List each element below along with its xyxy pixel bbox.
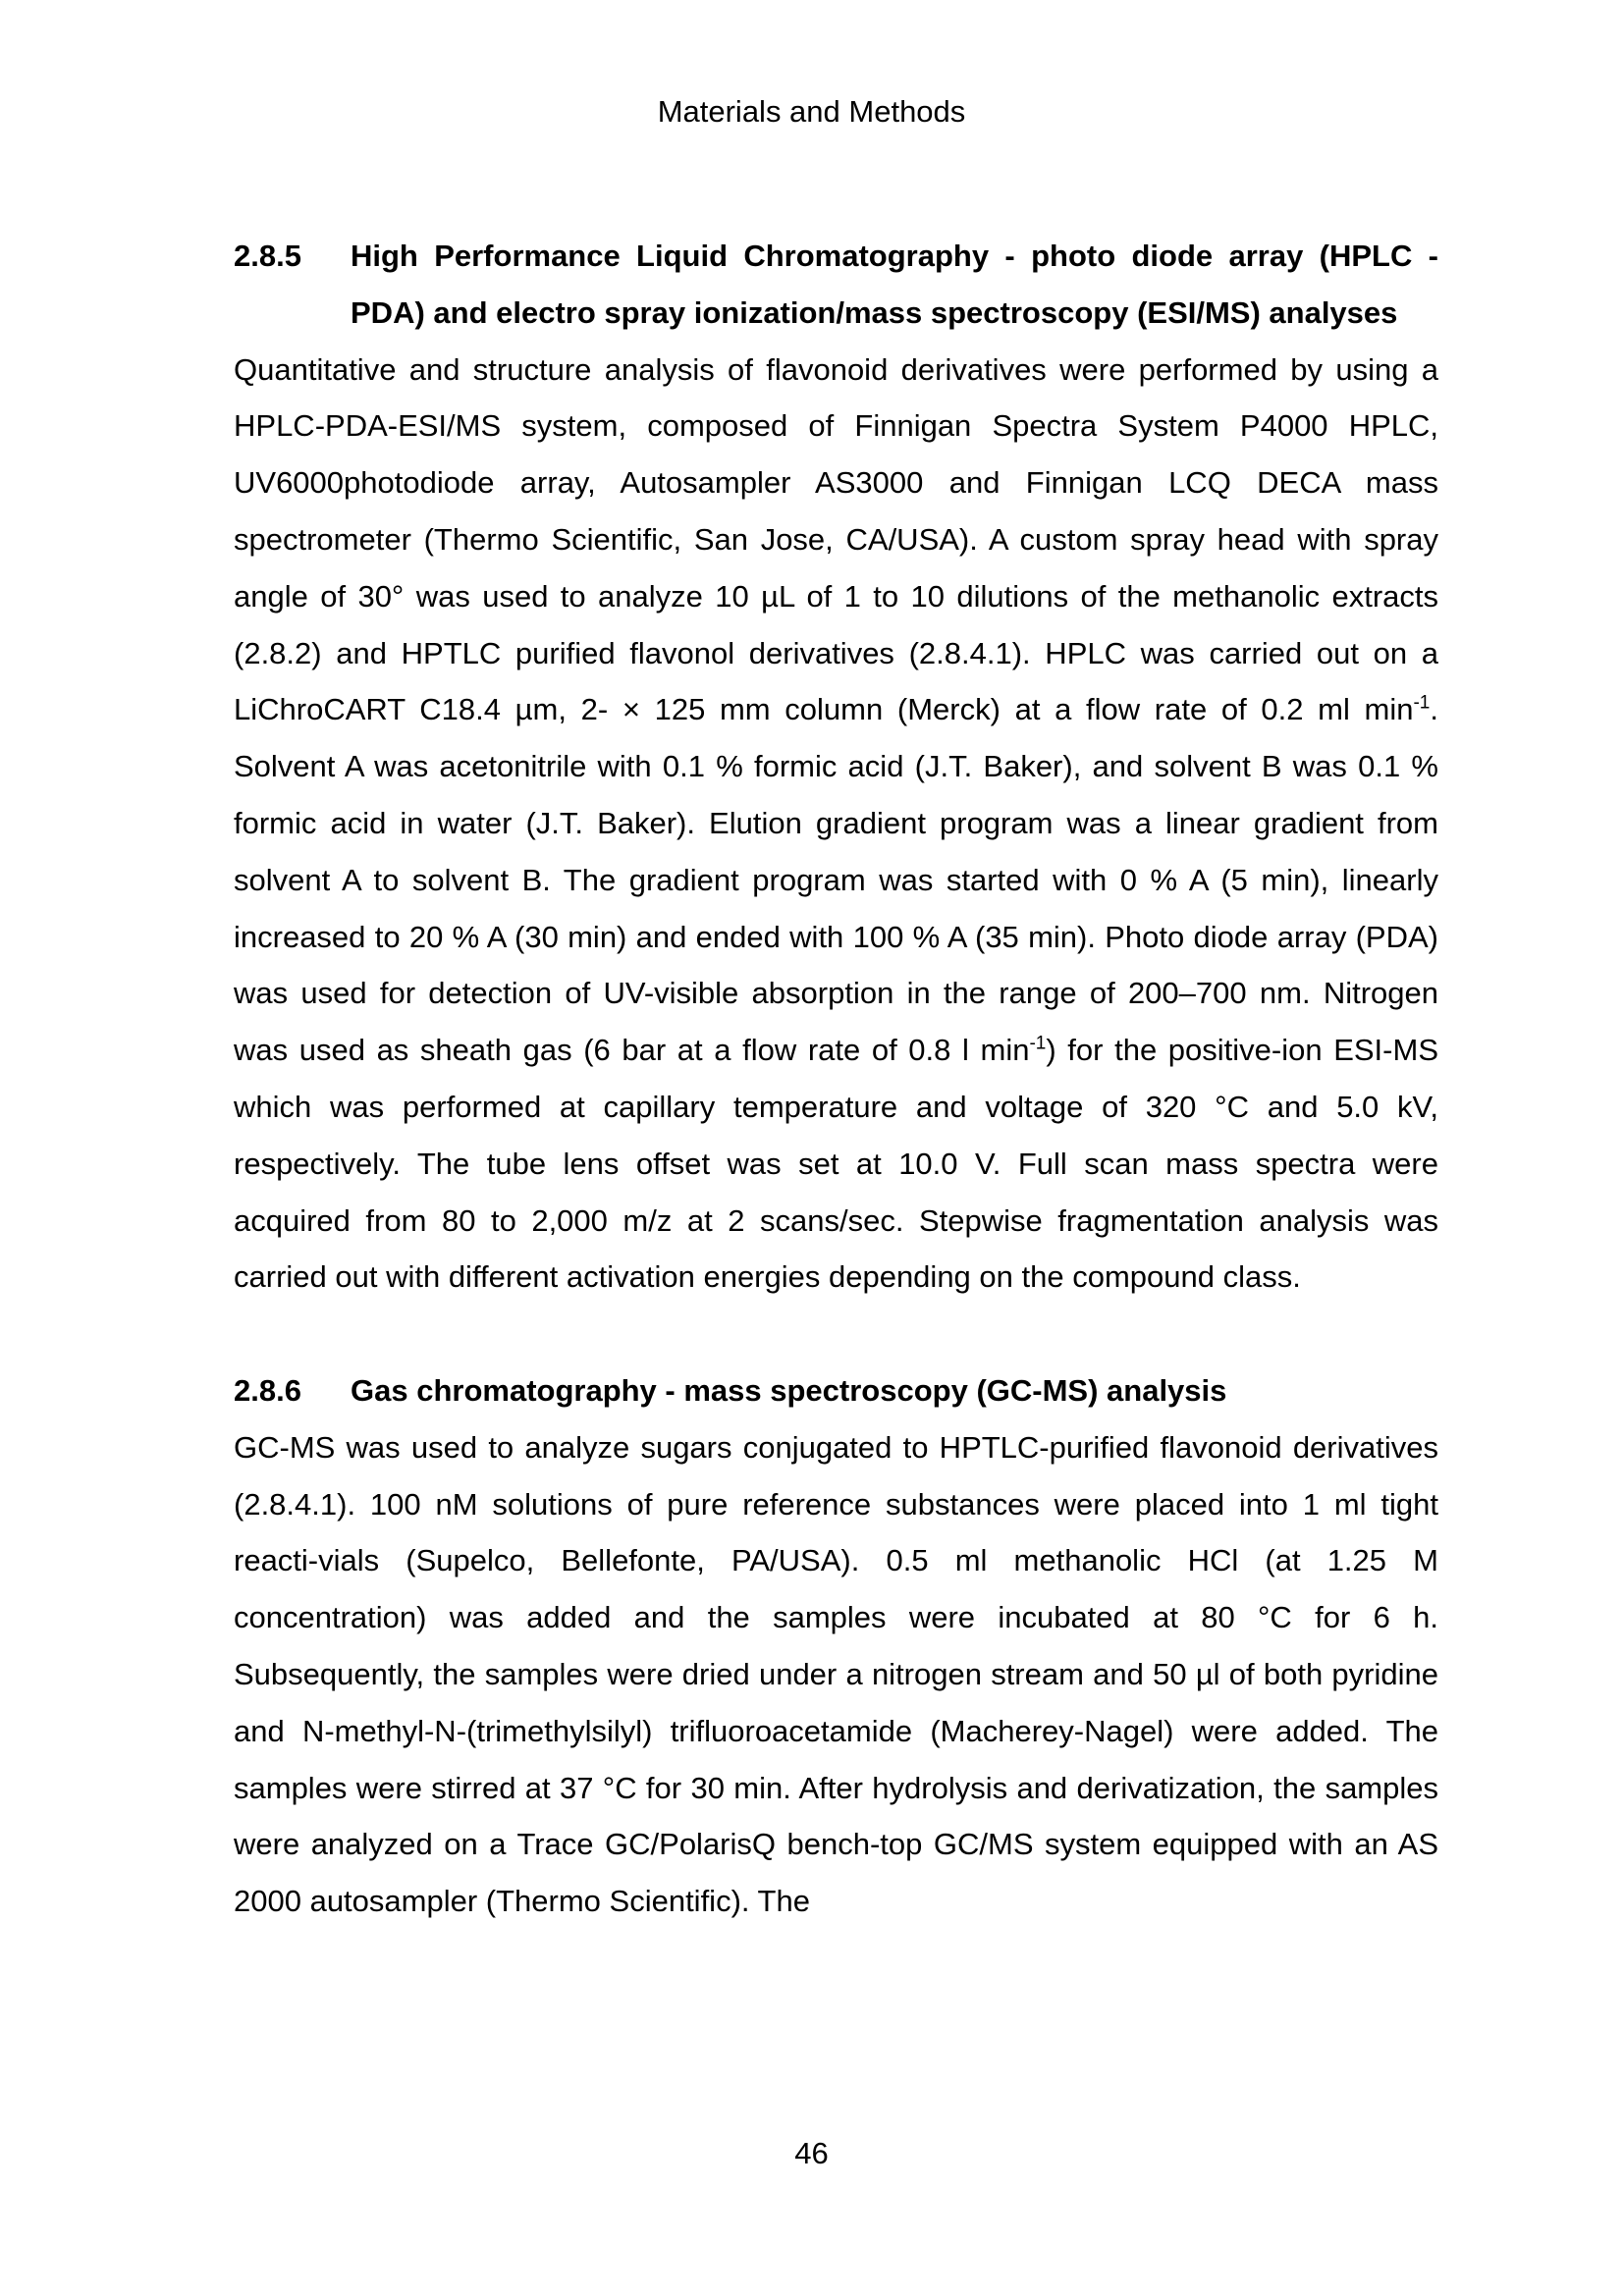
section-title: High Performance Liquid Chromatography - photo diode array (HPLC - PDA) and electro spray ionization/mass spectroscopy (ESI/MS) analyses — [351, 239, 1438, 330]
section-number: 2.8.6 — [234, 1372, 301, 1408]
section-heading-2-8-6 — [234, 1362, 1438, 1419]
superscript: -1 — [1029, 1033, 1047, 1054]
section-heading-2-8-5 — [234, 228, 1438, 342]
page-number: 46 — [794, 2136, 829, 2170]
page-content — [234, 228, 1438, 1930]
section-body-2-8-6: GC-MS was used to analyze sugars conjugated to HPTLC-purified flavonoid derivatives (2.8.4.1). 100 nM solutions of pure reference substances were placed into 1 ml tight reacti-vials (Supelco, Bellefonte, PA/USA). 0.5 ml methanolic HCl (at 1.25 M concentration) was added and the samples were incubated at 80 °C for 6 h. Subsequently, the samples were dried under a nitrogen stream and 50 µl of both pyridine and N-methyl-N-(trimethylsilyl) trifluoroacetamide (Macherey-Nagel) were added. The samples were stirred at 37 °C for 30 min. After hydrolysis and derivatization, the samples were analyzed on a Trace GC/PolarisQ bench-top GC/MS system equipped with an AS 2000 autosampler (Thermo Scientific). The — [234, 1429, 1438, 1919]
body-text: ) for the positive-ion ESI-MS which was performed at capillary temperature and voltage of 320 °C and 5.0 kV, respectively. The tube lens offset was set at 10.0 V. Full scan mass spectra were acquired from 80 to 2,000 m/z at 2 scans/sec. Stepwise fragmentation analysis was carried out with different activation energies depending on the compound class. — [234, 1033, 1438, 1295]
section-spacer — [234, 1306, 1438, 1362]
section-number: 2.8.5 — [234, 239, 301, 273]
superscript: -1 — [1413, 693, 1431, 715]
running-header: Materials and Methods — [657, 94, 966, 129]
body-text: . Solvent A was acetonitrile with 0.1 % formic acid (J.T. Baker), and solvent B was 0.1 % formic acid in water (J.T. Baker). Elution gradient program was a linear gradient from solvent A to solvent B. The gradient program was started with 0 % A (5 min), linearly increased to 20 % A (30 min) and ended with 100 % A (35 min). Photo diode array (PDA) was used for detection of UV-visible absorption in the range of 200–700 nm. Nitrogen was used as sheath gas (6 bar at a flow rate of 0.8 l min — [234, 692, 1438, 1068]
section-title: Gas chromatography - mass spectroscopy (GC-MS) analysis — [351, 1372, 1227, 1408]
section-body-2-8-5 — [234, 342, 1438, 1307]
body-text: Quantitative and structure analysis of flavonoid derivatives were performed by using a HPLC-PDA-ESI/MS system, composed of Finnigan Spectra System P4000 HPLC, UV6000photodiode array, Autosampler AS3000 and Finnigan LCQ DECA mass spectrometer (Thermo Scientific, San Jose, CA/USA). A custom spray head with spray angle of 30° was used to analyze 10 µL of 1 to 10 dilutions of the methanolic extracts (2.8.2) and HPTLC purified flavonol derivatives (2.8.4.1). HPLC was carried out on a LiChroCART C18.4 µm, 2- × 125 mm column (Merck) at a flow rate of 0.2 ml min — [234, 351, 1438, 727]
